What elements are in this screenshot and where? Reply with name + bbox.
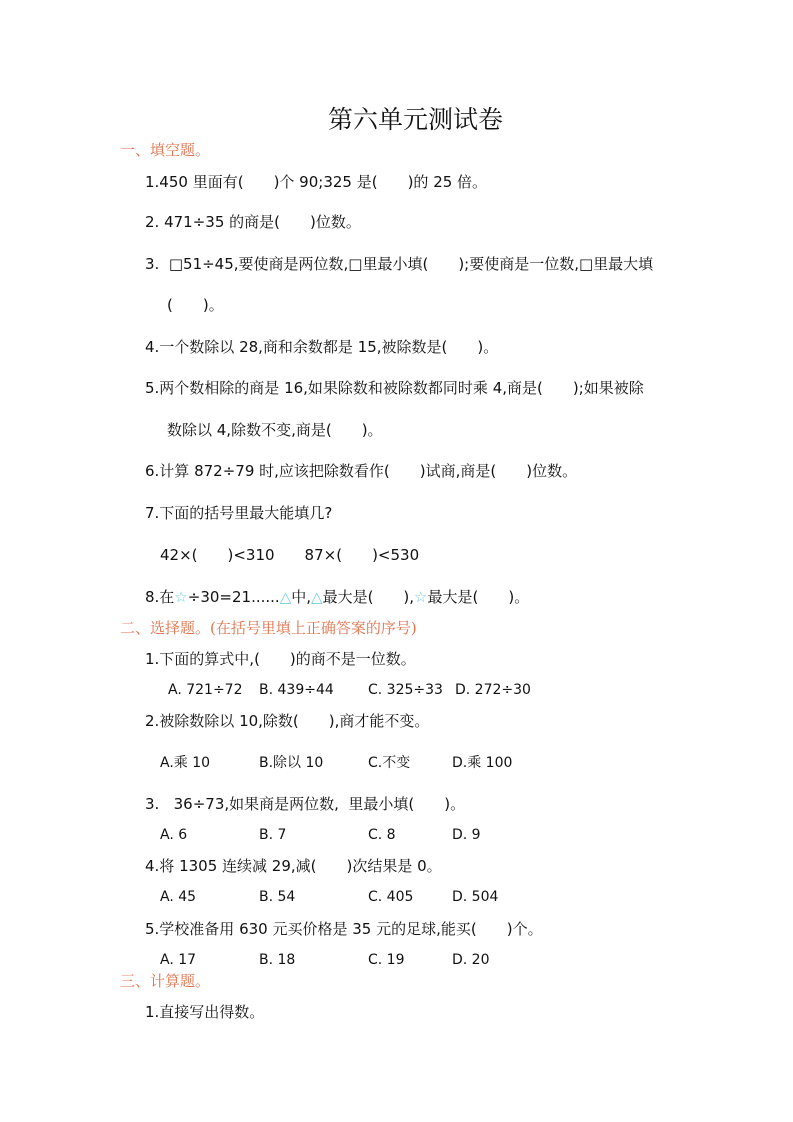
section-heading-choice: 二、选择题。(在括号里填上正确答案的序号) [120,619,417,637]
choice-option: D. 20 [452,952,490,968]
choice-option: D. 504 [452,889,499,905]
choice-option: A. 6 [160,827,188,843]
question-1-6: 6.计算 872÷79 时,应该把除数看作( )试商,商是( )位数。 [145,462,578,480]
choice-option: B. 439÷44 [259,682,334,698]
q8-text: 8.在 [145,588,175,606]
question-1-1: 1.450 里面有( )个 90;325 是( )的 25 倍。 [145,173,488,191]
q8-text: 中, [291,588,312,606]
star-icon: ☆ [414,588,428,606]
choice-option: A. 721÷72 [168,682,243,698]
question-1-3-cont: ( )。 [167,296,224,314]
question-1-7: 7.下面的括号里最大能填几? [145,504,333,522]
choice-question-1: 1.下面的算式中,( )的商不是一位数。 [145,650,416,668]
choice-option: D.乘 100 [452,755,513,771]
choice-option: C.不变 [368,755,411,771]
page-title: 第六单元测试卷 [328,105,504,134]
question-1-5-cont: 数除以 4,除数不变,商是( )。 [167,421,383,439]
triangle-icon: △ [279,588,292,606]
choice-question-2: 2.被除数除以 10,除数( ),商才能不变。 [145,712,430,730]
star-icon: ☆ [174,588,188,606]
choice-question-3: 3. 36÷73,如果商是两位数, 里最小填( )。 [145,795,466,813]
q8-text: ÷30=21...... [187,588,280,606]
question-1-3: 3. □51÷45,要使商是两位数,□里最小填( );要使商是一位数,□里最大填 [145,255,654,273]
choice-option: A. 17 [160,952,197,968]
choice-option: B. 54 [259,889,296,905]
choice-option: C. 19 [368,952,405,968]
choice-option: C. 325÷33 [368,682,443,698]
section-heading-calc: 三、计算题。 [120,972,211,990]
q8-text: 最大是( ), [322,588,415,606]
choice-option: B. 18 [259,952,296,968]
choice-option: A.乘 10 [160,755,211,771]
q8-text: 最大是( )。 [427,588,530,606]
question-1-8 [145,587,529,607]
choice-option: A. 45 [160,889,197,905]
question-3-1: 1.直接写出得数。 [145,1003,265,1021]
choice-option: C. 405 [368,889,414,905]
question-1-4: 4.一个数除以 28,商和余数都是 15,被除数是( )。 [145,338,499,356]
choice-option: C. 8 [368,827,396,843]
choice-option: B.除以 10 [259,755,324,771]
question-1-7-items: 42×( )<310 87×( )<530 [160,546,420,564]
question-1-5: 5.两个数相除的商是 16,如果除数和被除数都同时乘 4,商是( );如果被除 [145,379,644,397]
question-1-2: 2. 471÷35 的商是( )位数。 [145,213,361,231]
choice-question-5: 5.学校准备用 630 元买价格是 35 元的足球,能买( )个。 [145,920,543,938]
choice-option: B. 7 [259,827,287,843]
choice-question-4: 4.将 1305 连续减 29,减( )次结果是 0。 [145,857,442,875]
choice-option: D. 272÷30 [455,682,531,698]
choice-option: D. 9 [452,827,481,843]
triangle-icon: △ [311,588,323,606]
section-heading-fill-blank: 一、填空题。 [120,141,211,159]
